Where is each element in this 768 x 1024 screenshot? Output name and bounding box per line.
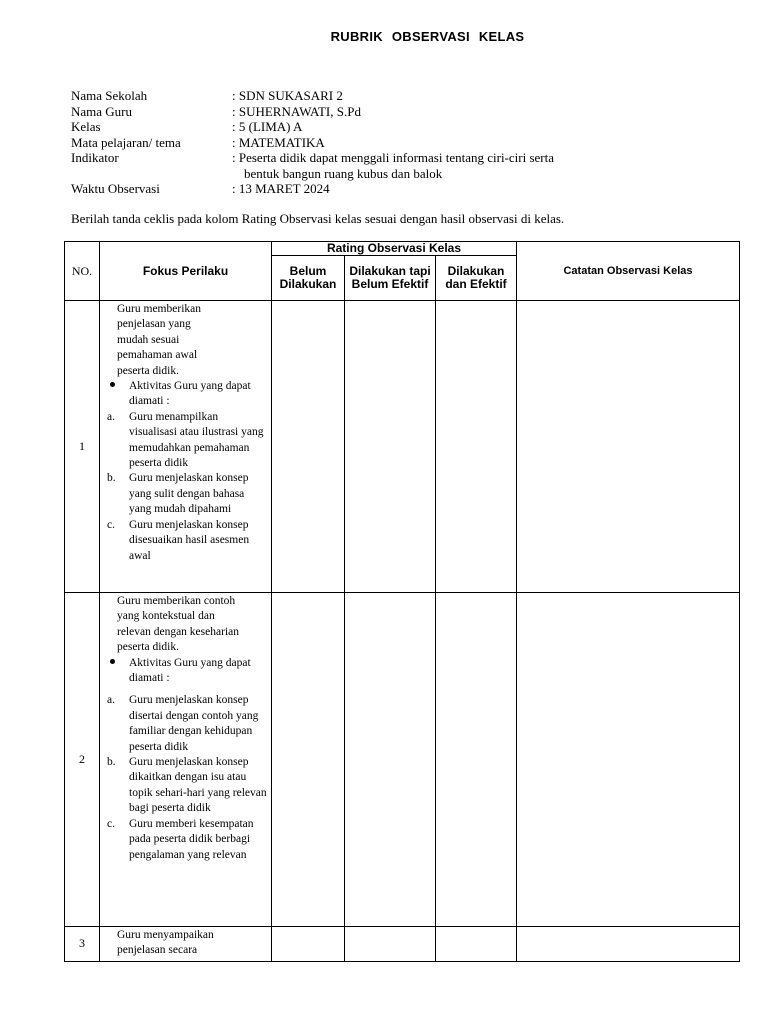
table-row <box>65 927 740 962</box>
info-value: : SDN SUKASARI 2 <box>232 88 343 103</box>
info-value <box>232 150 662 181</box>
rating-efektif-cell[interactable] <box>436 301 517 593</box>
bullet-icon <box>110 382 115 387</box>
rating-tapi-cell[interactable] <box>345 927 436 962</box>
indicator-line-1: : Peserta didik dapat menggali informasi tentang ciri-ciri serta <box>232 150 555 165</box>
item-mark: a. <box>107 694 115 707</box>
table-row <box>65 301 740 593</box>
item-mark: a. <box>107 410 115 423</box>
info-row-class <box>71 119 662 135</box>
list-item <box>107 817 267 863</box>
header-belum <box>272 256 345 301</box>
item-mark: c. <box>107 817 115 830</box>
header-belum-line2: Dilakukan <box>279 277 337 291</box>
fokus-cell <box>100 301 272 593</box>
list-item <box>107 518 267 564</box>
info-label: Waktu Observasi <box>71 181 160 196</box>
row-number: 1 <box>65 301 100 593</box>
info-value: : MATEMATIKA <box>232 134 325 150</box>
lead-line: peserta didik. <box>117 641 179 654</box>
header-row-1 <box>65 242 740 256</box>
info-row-date <box>71 181 662 197</box>
rating-tapi-cell[interactable] <box>345 593 436 927</box>
lead-line: yang kontekstual dan <box>117 610 215 623</box>
item-mark: c. <box>107 518 115 531</box>
info-label: Nama Sekolah <box>71 88 148 103</box>
info-label: Kelas <box>71 119 101 134</box>
header-catatan: Catatan Observasi Kelas <box>517 242 740 301</box>
fokus-lead <box>107 302 267 379</box>
fokus-cell <box>100 927 272 962</box>
indicator-line-2: bentuk bangun ruang kubus dan balok <box>244 165 443 181</box>
item-text: Guru memberi kesempatan pada peserta didik berbagi pengalaman yang relevan <box>129 817 254 861</box>
bullet-icon <box>110 659 115 664</box>
info-label: Nama Guru <box>71 103 133 119</box>
lead-line: pemahaman awal <box>117 349 198 362</box>
header-tapi-belum-efektif: Dilakukan tapi Belum Efektif <box>345 256 436 301</box>
rating-efektif-cell[interactable] <box>436 927 517 962</box>
info-row-teacher <box>71 104 662 120</box>
item-mark: b. <box>107 472 116 485</box>
header-efektif <box>436 256 517 301</box>
list-item <box>107 693 267 755</box>
lead-line: penjelasan secara <box>117 944 198 957</box>
catatan-cell[interactable] <box>517 301 740 593</box>
lead-line: peserta didik. <box>117 364 179 377</box>
list-item <box>107 410 267 472</box>
catatan-cell[interactable] <box>517 927 740 962</box>
info-value: : SUHERNAWATI, S.Pd <box>232 103 361 119</box>
info-label: Mata pelajaran/ tema <box>71 134 181 150</box>
header-belum-line1: Belum <box>289 264 327 278</box>
lead-line: Guru memberikan contoh <box>117 595 236 607</box>
fokus-cell <box>100 593 272 927</box>
row-number: 3 <box>65 927 100 962</box>
header-fokus: Fokus Perilaku <box>100 242 272 301</box>
info-value: : 5 (LIMA) A <box>232 119 303 134</box>
header-rating-group: Rating Observasi Kelas <box>272 242 517 256</box>
table-row <box>65 593 740 927</box>
list-item <box>107 379 267 410</box>
lead-line: mudah sesuai <box>117 333 180 346</box>
info-row-subject <box>71 135 662 151</box>
info-label: Indikator <box>71 150 119 165</box>
item-mark: b. <box>107 756 116 769</box>
lead-line: penjelasan yang <box>117 318 191 331</box>
header-efektif-line2: dan Efektif <box>445 277 507 291</box>
item-text: Guru menjelaskan konsep disesuaikan hasil asesmen awal <box>129 518 250 562</box>
bullet-text: Aktivitas Guru yang dapat diamati : <box>129 380 251 408</box>
item-text: Guru menjelaskan konsep yang sulit dengan bahasa yang mudah dipahami <box>129 472 249 516</box>
lead-line: Guru memberikan <box>117 303 201 315</box>
rating-belum-cell[interactable] <box>272 593 345 927</box>
header-no: NO. <box>65 242 100 301</box>
instruction-text: Berilah tanda ceklis pada kolom Rating Observasi kelas sesuai dengan hasil observasi di kelas. <box>71 211 565 226</box>
info-row-indicator <box>71 150 662 181</box>
fokus-lead <box>107 594 267 656</box>
rating-belum-cell[interactable] <box>272 927 345 962</box>
catatan-cell[interactable] <box>517 593 740 927</box>
rating-belum-cell[interactable] <box>272 301 345 593</box>
lead-line: relevan dengan keseharian <box>117 625 239 638</box>
info-row-school <box>71 88 662 104</box>
rating-tapi-cell[interactable] <box>345 301 436 593</box>
list-item <box>107 656 267 687</box>
list-item <box>107 755 267 817</box>
item-text: Guru menjelaskan konsep disertai dengan contoh yang familiar dengan kehidupan peserta didik <box>129 694 259 753</box>
item-text: Guru menampilkan visualisasi atau ilustrasi yang memudahkan pemahaman peserta didik <box>129 410 264 470</box>
item-text: Guru menjelaskan konsep dikaitkan dengan isu atau topik sehari-hari yang relevan bagi peserta didik <box>129 756 267 815</box>
info-value: : 13 MARET 2024 <box>232 181 330 196</box>
bullet-text: Aktivitas Guru yang dapat diamati : <box>129 656 251 685</box>
info-block <box>71 88 662 197</box>
fokus-lead <box>107 928 267 959</box>
rating-efektif-cell[interactable] <box>436 593 517 927</box>
row-number: 2 <box>65 593 100 927</box>
observation-table <box>64 241 740 962</box>
lead-line: Guru menyampaikan <box>117 929 214 941</box>
header-efektif-line1: Dilakukan <box>447 264 505 278</box>
page-title: RUBRIK OBSERVASI KELAS <box>330 29 525 44</box>
list-item <box>107 471 267 517</box>
